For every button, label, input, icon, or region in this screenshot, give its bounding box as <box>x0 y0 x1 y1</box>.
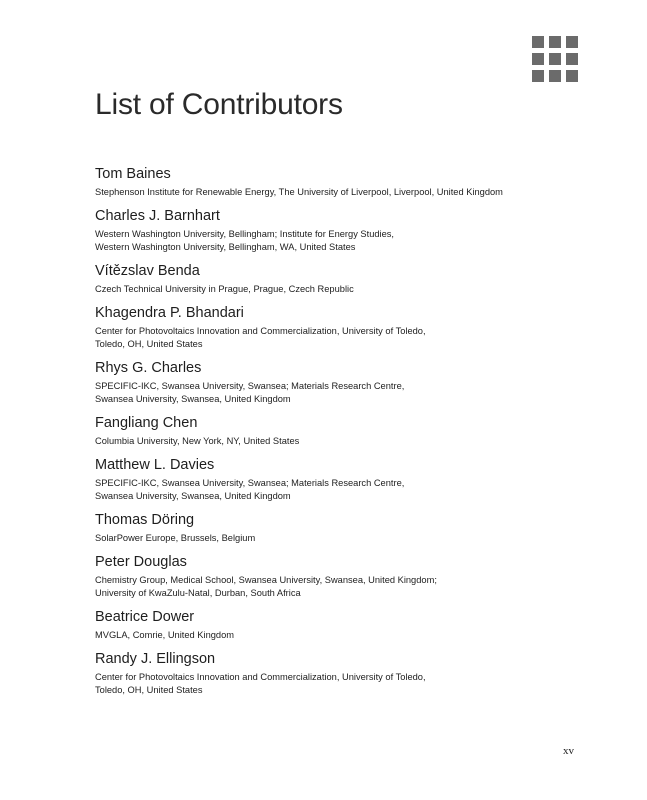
contributor-affiliation: SPECIFIC-IKC, Swansea University, Swansea; Materials Research Centre, Swansea University, Swansea, United Kingdom <box>95 381 405 404</box>
contributor-entry <box>95 651 595 697</box>
contributor-entry <box>95 166 595 199</box>
contributor-affiliation: Chemistry Group, Medical School, Swansea University, Swansea, United Kingdom; University of KwaZulu-Natal, Durban, South Africa <box>95 575 437 598</box>
contributor-list <box>95 166 595 706</box>
logo-square <box>532 70 544 82</box>
contributor-entry <box>95 609 595 642</box>
grid-logo-icon <box>532 36 578 82</box>
logo-square <box>549 53 561 65</box>
contributor-name: Matthew L. Davies <box>95 457 215 473</box>
contributor-affiliation: SPECIFIC-IKC, Swansea University, Swansea; Materials Research Centre, Swansea University, Swansea, United Kingdom <box>95 478 405 501</box>
contributor-entry <box>95 415 595 448</box>
contributor-name: Peter Douglas <box>95 554 187 570</box>
contributor-name: Tom Baines <box>95 166 171 182</box>
contributor-name: Rhys G. Charles <box>95 360 202 376</box>
contributor-entry <box>95 360 595 406</box>
page-number: xv <box>563 745 574 757</box>
contributor-affiliation: MVGLA, Comrie, United Kingdom <box>95 630 234 640</box>
contributor-name: Fangliang Chen <box>95 415 198 431</box>
contributor-name: Beatrice Dower <box>95 609 195 625</box>
contributor-entry <box>95 457 595 503</box>
contributor-affiliation: Center for Photovoltaics Innovation and Commercialization, University of Toledo, Toledo, OH, United States <box>95 672 426 695</box>
logo-square <box>566 70 578 82</box>
contributor-affiliation: Stephenson Institute for Renewable Energy, The University of Liverpool, Liverpool, United Kingdom <box>95 187 503 197</box>
contributor-entry <box>95 554 595 600</box>
contributor-entry <box>95 263 595 296</box>
contributor-name: Vítězslav Benda <box>95 263 200 279</box>
contributor-affiliation: Columbia University, New York, NY, United States <box>95 436 300 446</box>
contributor-entry <box>95 512 595 545</box>
contributor-affiliation: Western Washington University, Bellingham; Institute for Energy Studies, Western Washington University, Bellingham, WA, United States <box>95 229 395 252</box>
page-title: List of Contributors <box>95 88 343 121</box>
logo-square <box>549 70 561 82</box>
contributor-name: Thomas Döring <box>95 512 195 528</box>
logo-square <box>549 36 561 48</box>
contributor-affiliation: Center for Photovoltaics Innovation and Commercialization, University of Toledo, Toledo, OH, United States <box>95 326 426 349</box>
contributor-entry <box>95 305 595 351</box>
contributor-name: Charles J. Barnhart <box>95 208 220 224</box>
contributor-name: Randy J. Ellingson <box>95 651 216 667</box>
contributor-name: Khagendra P. Bhandari <box>95 305 244 321</box>
contributor-affiliation: SolarPower Europe, Brussels, Belgium <box>95 533 256 543</box>
logo-square <box>566 53 578 65</box>
logo-square <box>566 36 578 48</box>
contributor-entry <box>95 208 595 254</box>
logo-square <box>532 53 544 65</box>
logo-square <box>532 36 544 48</box>
contributor-affiliation: Czech Technical University in Prague, Prague, Czech Republic <box>95 284 354 294</box>
